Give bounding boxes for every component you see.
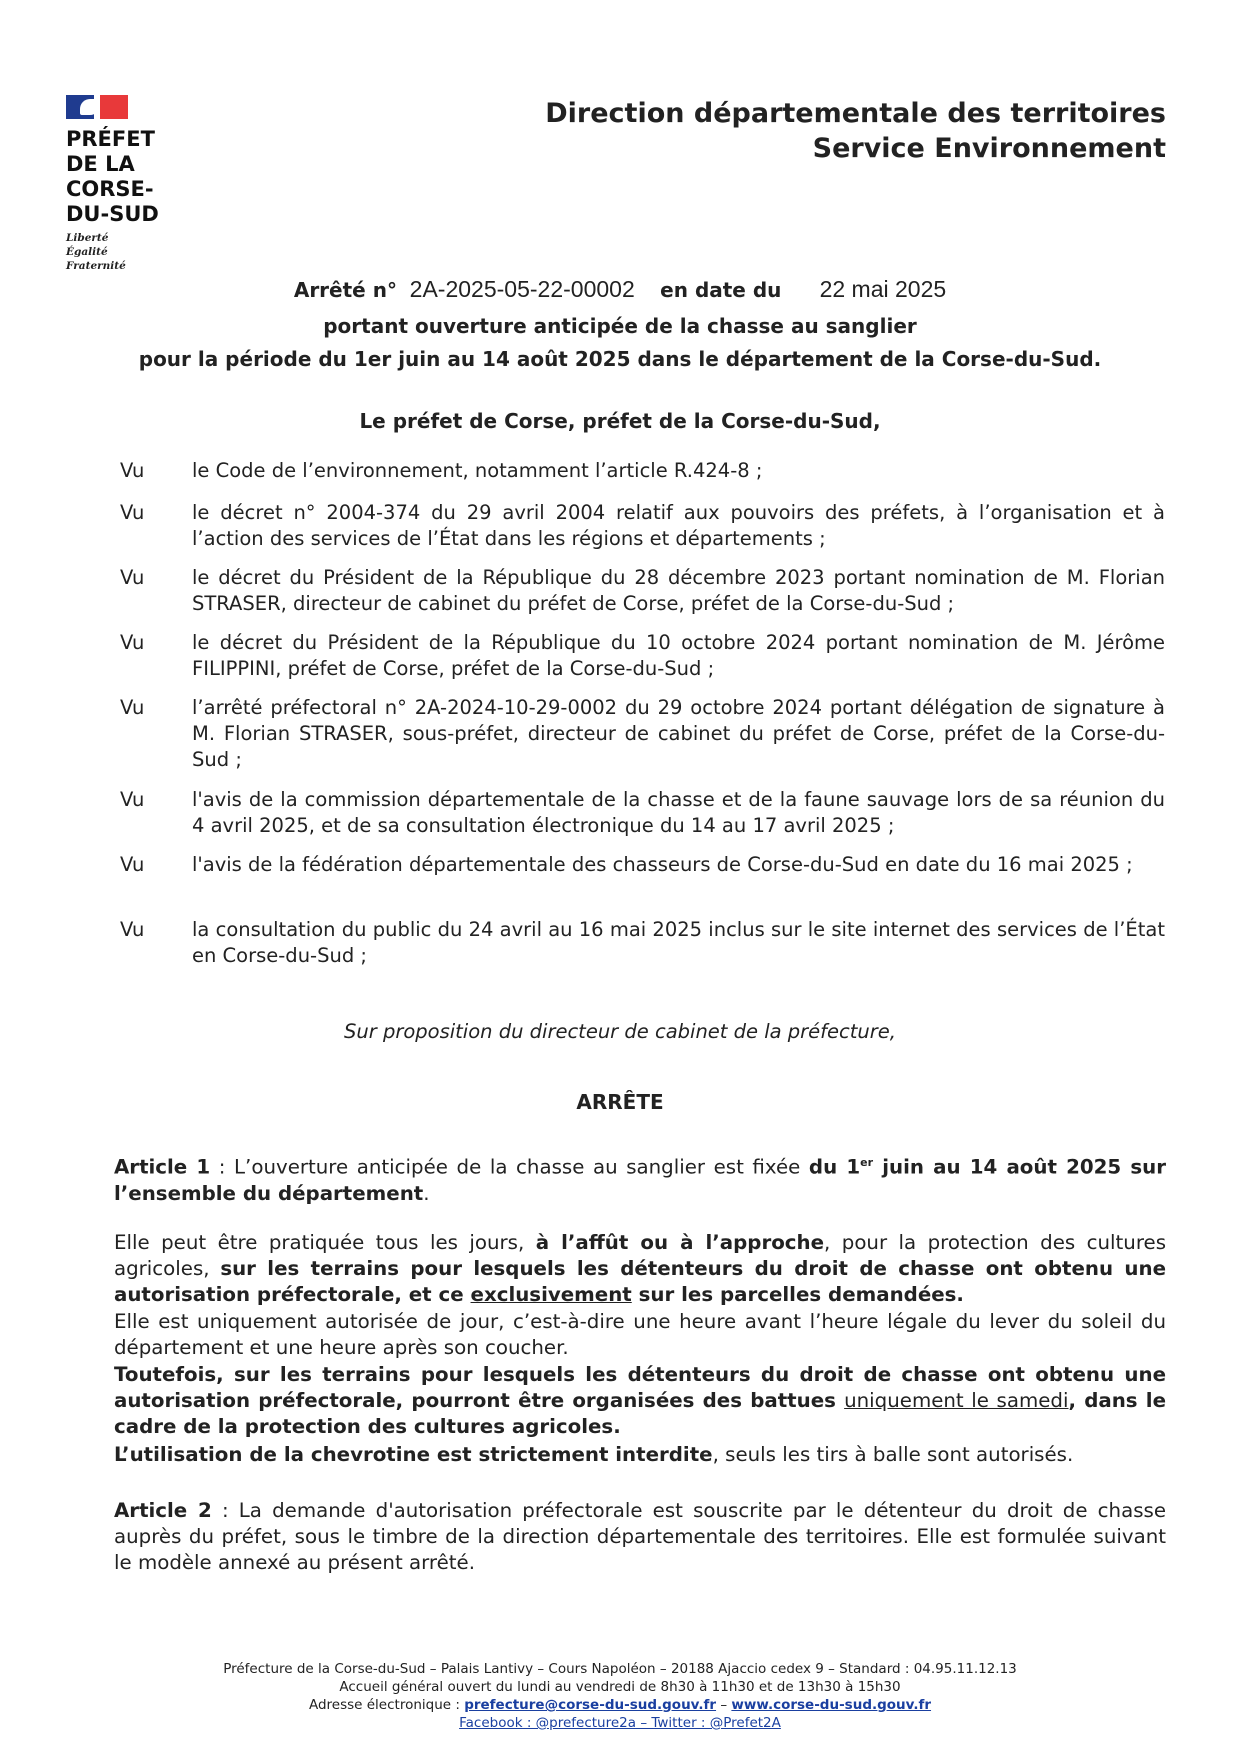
logo-motto: [66, 231, 226, 273]
footer-email-label: Adresse électronique :: [308, 1697, 465, 1713]
visa-text: le décret du Président de la République du 10 octobre 2024 portant nomination de M. Jérôme FILIPPINI, préfet de Corse, préfet de la Corse-du-Sud ;: [192, 631, 1165, 680]
visa-item: [120, 695, 1165, 773]
article-1-label: Article 1: [114, 1155, 211, 1179]
article-1-affut: à l’affût ou à l’approche: [535, 1231, 825, 1254]
article-1-cadre: , dans le cadre de la protection des cultures agricoles.: [114, 1389, 1166, 1438]
visa-vu: Vu: [120, 631, 145, 654]
article-1-paragraph-4: [114, 1362, 1166, 1440]
visa-vu: Vu: [120, 459, 145, 482]
article-1-superscript: er: [860, 1156, 874, 1169]
article-1-period-start: du 1: [808, 1155, 861, 1179]
arrete-date: 22 mai 2025: [819, 276, 947, 302]
visa-item: [120, 852, 1165, 878]
article-1-paragraph-2: [114, 1230, 1166, 1308]
article-1-chevrotine: L’utilisation de la chevrotine est strictement interdite: [114, 1443, 713, 1466]
article-1-parcelles: sur les parcelles demandées.: [631, 1283, 964, 1306]
article-1-exclusivement: exclusivement: [470, 1283, 632, 1306]
article-1-paragraph-5: [114, 1442, 1166, 1468]
visa-vu: Vu: [120, 788, 145, 811]
arrete-heading: ARRÊTE: [576, 1090, 664, 1114]
visa-vu: Vu: [120, 566, 145, 589]
article-1-paragraph-3: Elle est uniquement autorisée de jour, c’est-à-dire une heure avant l’heure légale du lever du soleil du département et une heure après son coucher.: [114, 1310, 1166, 1359]
article-1-p2-text-2: , pour la protection des cultures agricoles,: [114, 1231, 1166, 1280]
logo-line-1: PRÉFET: [66, 127, 155, 151]
article-1-paragraph-1: [114, 1150, 1166, 1207]
visa-text: l'avis de la fédération départementale des chasseurs de Corse-du-Sud en date du 16 mai 2025 ;: [192, 853, 1133, 876]
visa-item: [120, 917, 1165, 969]
visa-text: la consultation du public du 24 avril au 16 mai 2025 inclus sur le site internet des services de l’État en Corse-du-Sud ;: [192, 918, 1165, 967]
visa-text: l'avis de la commission départementale de la chasse et de la faune sauvage lors de sa réunion du 4 avril 2025, et de sa consultation électronique du 14 au 17 avril 2025 ;: [192, 788, 1165, 837]
visa-item: [120, 565, 1165, 617]
service-header: [545, 96, 1166, 166]
article-1-toutefois: Toutefois, sur les terrains pour lesquels les détenteurs du droit de chasse ont obtenu une autorisation préfectorale, pourront être organisées des battues: [114, 1363, 1166, 1412]
proposition-line: Sur proposition du directeur de cabinet de la préfecture,: [344, 1020, 896, 1043]
visa-text: le décret du Président de la République du 28 décembre 2023 portant nomination de M. Florian STRASER, directeur de cabinet du préfet de Corse, préfet de la Corse-du-Sud ;: [192, 566, 1165, 615]
logo-prefet-text: [66, 127, 226, 227]
visa-item: [120, 500, 1165, 552]
title-object: portant ouverture anticipée de la chasse au sanglier: [323, 314, 917, 338]
footer: [0, 1660, 1240, 1732]
motto-egalite: Égalité: [66, 246, 108, 258]
logo-line-2: DE LA CORSE-: [66, 152, 154, 201]
footer-address: Préfecture de la Corse-du-Sud – Palais Lantivy – Cours Napoléon – 20188 Ajaccio cedex 9 – Standard : 04.95.11.12.13: [223, 1661, 1017, 1677]
footer-contact: [0, 1696, 1240, 1714]
visa-text: l’arrêté préfectoral n° 2A-2024-10-29-0002 du 29 octobre 2024 portant délégation de signature à M. Florian STRASER, sous-préfet, directeur de cabinet du préfet de Corse, préfet de la Corse-du-Sud ;: [192, 696, 1165, 771]
article-1-period-dot: .: [423, 1181, 430, 1205]
arrete-number-line: [0, 276, 1240, 303]
title-period: pour la période du 1er juin au 14 août 2025 dans le département de la Corse-du-Sud.: [138, 347, 1102, 371]
service-environnement: Service Environnement: [812, 133, 1166, 164]
visa-vu: Vu: [120, 853, 145, 876]
article-1-terrains: sur les terrains pour lesquels les détenteurs du droit de chasse ont obtenu une autorisation préfectorale, et ce: [114, 1257, 1166, 1306]
service-direction: Direction départementale des territoires: [545, 98, 1166, 129]
motto-fraternite: Fraternité: [66, 260, 126, 272]
date-label: en date du: [660, 278, 782, 302]
footer-email-link[interactable]: prefecture@corse-du-sud.gouv.fr: [464, 1697, 717, 1713]
visa-vu: Vu: [120, 918, 145, 941]
footer-hours: Accueil général ouvert du lundi au vendredi de 8h30 à 11h30 et de 13h30 à 15h30: [339, 1679, 901, 1695]
visa-vu: Vu: [120, 501, 145, 524]
article-2-paragraph: [114, 1498, 1166, 1576]
visa-text: le décret n° 2004-374 du 29 avril 2004 relatif aux pouvoirs des préfets, à l’organisation et à l’action des services de l’État dans les régions et départements ;: [192, 501, 1165, 550]
article-1-p2-text: Elle peut être pratiquée tous les jours,: [114, 1231, 536, 1254]
logo-line-3: DU-SUD: [66, 202, 159, 226]
article-1-text: : L’ouverture anticipée de la chasse au sanglier est fixée: [210, 1155, 809, 1179]
prefet-logo: [66, 95, 226, 273]
article-1-tirs: , seuls les tirs à balle sont autorisés.: [712, 1443, 1074, 1466]
footer-separator: –: [716, 1697, 732, 1713]
motto-liberte: Liberté: [66, 232, 109, 244]
arrete-number: 2A-2025-05-22-00002: [409, 276, 635, 302]
prefet-heading: Le préfet de Corse, préfet de la Corse-du-Sud,: [359, 409, 881, 433]
article-2-label: Article 2: [114, 1499, 212, 1522]
article-1-samedi: uniquement le samedi: [844, 1389, 1069, 1412]
visa-item: [120, 458, 1165, 484]
footer-website-link[interactable]: www.corse-du-sud.gouv.fr: [731, 1697, 932, 1713]
footer-social-link[interactable]: Facebook : @prefecture2a – Twitter : @Prefet2A: [459, 1715, 781, 1731]
visa-vu: Vu: [120, 696, 145, 719]
arrete-label: Arrêté n°: [293, 278, 397, 302]
visa-text: le Code de l’environnement, notamment l’article R.424-8 ;: [192, 459, 763, 482]
visa-item: [120, 787, 1165, 839]
article-1-period-end: juin au 14 août 2025 sur l’ensemble du département: [114, 1155, 1166, 1205]
article-2-text: : La demande d'autorisation préfectorale est souscrite par le détenteur du droit de chasse auprès du préfet, sous le timbre de la direction départementale des territoires. Elle est formulée suivant le modèle annexé au présent arrêté.: [114, 1499, 1166, 1574]
visa-item: [120, 630, 1165, 682]
marianne-flag-icon: [66, 95, 128, 119]
